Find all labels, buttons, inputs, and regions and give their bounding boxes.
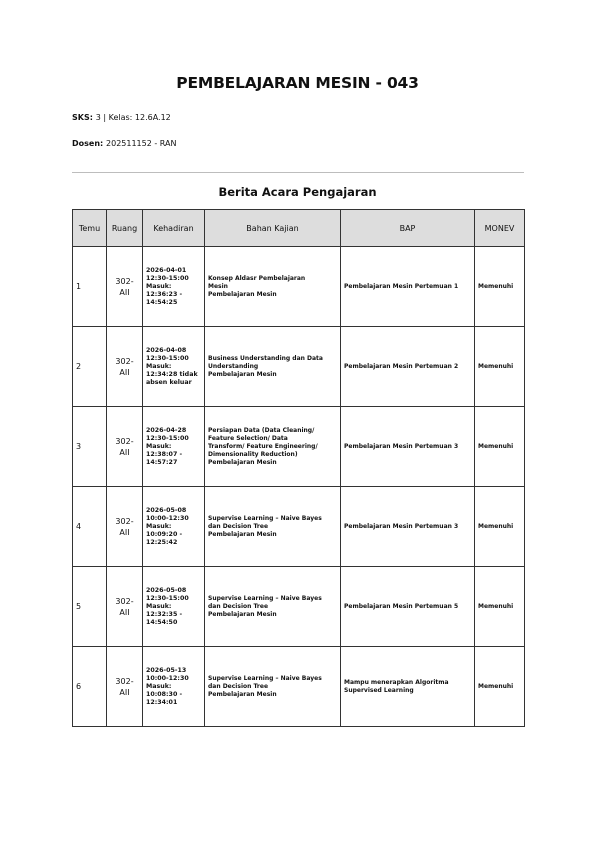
cell-ruang	[107, 327, 143, 407]
bap-line: Pembelajaran Mesin Pertemuan 1	[344, 282, 459, 290]
kehadiran-line: Masuk:	[146, 442, 172, 450]
ruang-line: 302-	[115, 516, 134, 526]
cell-bap	[341, 247, 475, 327]
ruang-line: AII	[119, 607, 130, 617]
bahan-line: Feature Selection/ Data	[208, 434, 288, 442]
kehadiran-line: 2026-04-28	[146, 426, 187, 434]
bahan-line: Pembelajaran Mesin	[208, 290, 277, 298]
kehadiran-line: 12:34:28 tidak	[146, 370, 198, 378]
bap-line: Mampu menerapkan Algoritma	[344, 678, 449, 686]
cell-temu: 6	[73, 647, 107, 727]
bahan-line: Supervise Learning – Naive Bayes	[208, 674, 322, 682]
table-row	[73, 407, 525, 487]
cell-monev: Memenuhi	[475, 567, 525, 647]
kehadiran-line: 2026-04-01	[146, 266, 187, 274]
kehadiran-line: 12:32:35 -	[146, 610, 183, 618]
bahan-line: Mesin	[208, 282, 228, 290]
bahan-line: Supervise Learning – Naive Bayes	[208, 594, 322, 602]
cell-temu: 3	[73, 407, 107, 487]
cell-bahan-kajian	[205, 407, 341, 487]
cell-monev: Memenuhi	[475, 407, 525, 487]
column-header-kehadiran: Kehadiran	[143, 210, 205, 247]
kehadiran-line: 14:54:25	[146, 298, 178, 306]
kehadiran-line: 12:34:01	[146, 698, 178, 706]
kehadiran-line: 10:00-12:30	[146, 674, 189, 682]
cell-monev: Memenuhi	[475, 247, 525, 327]
kehadiran-line: 12:30-15:00	[146, 434, 189, 442]
bahan-line: Business Understanding dan Data	[208, 354, 323, 362]
bahan-line: Transform/ Feature Engineering/	[208, 442, 318, 450]
cell-kehadiran	[143, 647, 205, 727]
cell-kehadiran	[143, 327, 205, 407]
cell-temu: 5	[73, 567, 107, 647]
kehadiran-line: 12:38:07 -	[146, 450, 183, 458]
page-title: PEMBELAJARAN MESIN - 043	[176, 74, 419, 92]
bahan-line: Pembelajaran Mesin	[208, 458, 277, 466]
ruang-line: 302-	[115, 276, 134, 286]
table-body	[73, 247, 525, 727]
kehadiran-line: 2026-04-08	[146, 346, 187, 354]
cell-kehadiran	[143, 407, 205, 487]
column-header-bahan-kajian: Bahan Kajian	[205, 210, 341, 247]
table-row	[73, 327, 525, 407]
bap-line: Pembelajaran Mesin Pertemuan 3	[344, 442, 459, 450]
table-row	[73, 247, 525, 327]
kehadiran-line: 12:36:23 -	[146, 290, 183, 298]
attendance-table	[72, 209, 525, 727]
kehadiran-line: 12:30-15:00	[146, 594, 189, 602]
ruang-line: AII	[119, 687, 130, 697]
bahan-line: Supervise Learning – Naive Bayes	[208, 514, 322, 522]
cell-bap	[341, 327, 475, 407]
kehadiran-line: 14:54:50	[146, 618, 178, 626]
table-row	[73, 567, 525, 647]
bahan-line: Dimensionality Reduction)	[208, 450, 298, 458]
kehadiran-line: Masuk:	[146, 602, 172, 610]
bap-line: Supervised Learning	[344, 686, 414, 694]
bahan-line: Persiapan Data (Data Cleaning/	[208, 426, 315, 434]
cell-bap	[341, 647, 475, 727]
bap-line: Pembelajaran Mesin Pertemuan 3	[344, 522, 459, 530]
column-header-monev: MONEV	[475, 210, 525, 247]
cell-ruang	[107, 647, 143, 727]
cell-ruang	[107, 567, 143, 647]
cell-bahan-kajian	[205, 247, 341, 327]
bahan-line: Konsep Aldasr Pembelajaran	[208, 274, 306, 282]
kehadiran-line: 10:09:20 -	[146, 530, 183, 538]
cell-monev: Memenuhi	[475, 647, 525, 727]
cell-ruang	[107, 407, 143, 487]
cell-bahan-kajian	[205, 327, 341, 407]
cell-bap	[341, 487, 475, 567]
bahan-line: Pembelajaran Mesin	[208, 690, 277, 698]
cell-kehadiran	[143, 487, 205, 567]
cell-temu: 4	[73, 487, 107, 567]
cell-bahan-kajian	[205, 487, 341, 567]
course-meta-dosen	[72, 139, 177, 148]
ruang-line: 302-	[115, 596, 134, 606]
table-header-row	[73, 210, 525, 247]
kehadiran-line: Masuk:	[146, 682, 172, 690]
divider	[72, 172, 524, 173]
bahan-line: Pembelajaran Mesin	[208, 610, 277, 618]
kehadiran-line: Masuk:	[146, 522, 172, 530]
cell-bap	[341, 407, 475, 487]
sks-label: SKS:	[72, 113, 93, 122]
kehadiran-line: Masuk:	[146, 362, 172, 370]
kehadiran-line: 12:30-15:00	[146, 354, 189, 362]
bahan-line: Pembelajaran Mesin	[208, 370, 277, 378]
kehadiran-line: 10:00-12:30	[146, 514, 189, 522]
kehadiran-line: 2026-05-13	[146, 666, 187, 674]
column-header-temu: Temu	[73, 210, 107, 247]
ruang-line: AII	[119, 367, 130, 377]
cell-bahan-kajian	[205, 647, 341, 727]
bahan-line: Understanding	[208, 362, 259, 370]
cell-kehadiran	[143, 567, 205, 647]
bap-line: Pembelajaran Mesin Pertemuan 5	[344, 602, 459, 610]
bap-line: Pembelajaran Mesin Pertemuan 2	[344, 362, 459, 370]
column-header-bap: BAP	[341, 210, 475, 247]
ruang-line: AII	[119, 447, 130, 457]
cell-monev: Memenuhi	[475, 327, 525, 407]
kehadiran-line: 12:30-15:00	[146, 274, 189, 282]
table-row	[73, 487, 525, 567]
ruang-line: AII	[119, 287, 130, 297]
cell-kehadiran	[143, 247, 205, 327]
dosen-value: 202511152 - RAN	[106, 139, 177, 148]
kehadiran-line: Masuk:	[146, 282, 172, 290]
kehadiran-line: 12:25:42	[146, 538, 178, 546]
bahan-line: dan Decision Tree	[208, 682, 269, 690]
cell-bap	[341, 567, 475, 647]
sks-value: 3 | Kelas: 12.6A.12	[95, 113, 171, 122]
cell-bahan-kajian	[205, 567, 341, 647]
dosen-label: Dosen:	[72, 139, 104, 148]
ruang-line: AII	[119, 527, 130, 537]
kehadiran-line: absen keluar	[146, 378, 192, 386]
kehadiran-line: 2026-05-08	[146, 506, 187, 514]
cell-temu: 2	[73, 327, 107, 407]
bahan-line: dan Decision Tree	[208, 602, 269, 610]
bahan-line: dan Decision Tree	[208, 522, 269, 530]
kehadiran-line: 2026-05-08	[146, 586, 187, 594]
cell-monev: Memenuhi	[475, 487, 525, 567]
cell-ruang	[107, 247, 143, 327]
ruang-line: 302-	[115, 356, 134, 366]
section-title: Berita Acara Pengajaran	[218, 185, 377, 199]
table-row	[73, 647, 525, 727]
ruang-line: 302-	[115, 676, 134, 686]
kehadiran-line: 14:57:27	[146, 458, 178, 466]
ruang-line: 302-	[115, 436, 134, 446]
cell-ruang	[107, 487, 143, 567]
column-header-ruang: Ruang	[107, 210, 143, 247]
course-meta-sks	[72, 113, 171, 122]
bahan-line: Pembelajaran Mesin	[208, 530, 277, 538]
kehadiran-line: 10:08:30 -	[146, 690, 183, 698]
cell-temu: 1	[73, 247, 107, 327]
